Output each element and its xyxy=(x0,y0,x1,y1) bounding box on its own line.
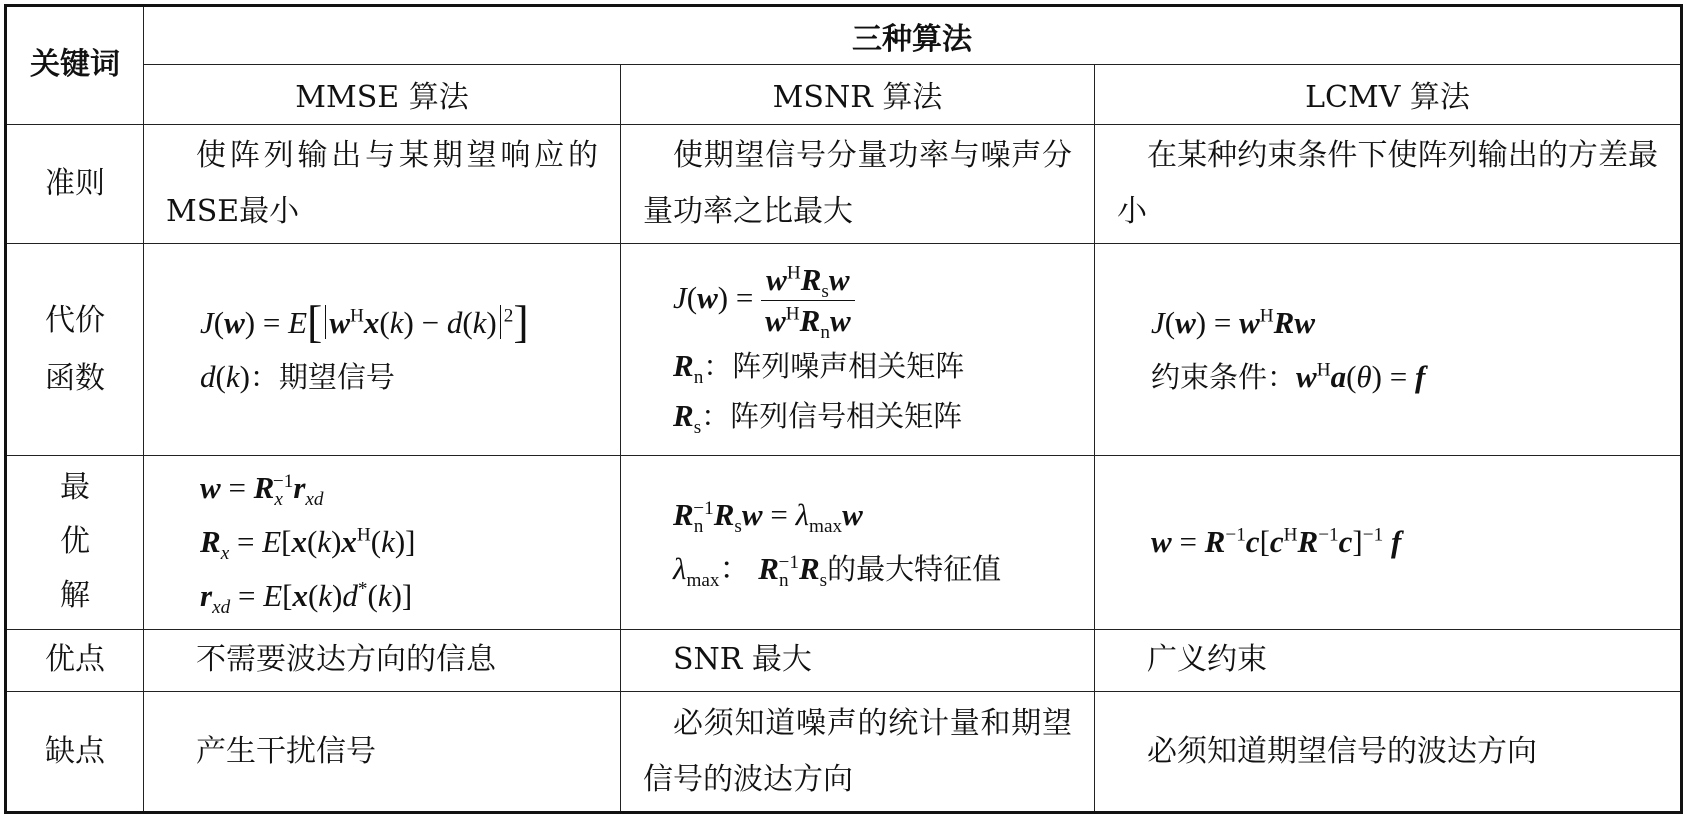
cost-lcmv-formula: $J(w) = w^HRw$ xyxy=(1151,304,1316,340)
row-label-criterion: 准则 xyxy=(6,124,144,244)
cost-mmse xyxy=(144,244,621,456)
cost-lcmv xyxy=(1095,244,1682,456)
row-label-cost: 代价 函数 xyxy=(6,244,144,456)
cost-mmse-formula: J(w) = E[ $w^Hx(k) - d(k)$ $^2$] xyxy=(200,296,529,348)
row-label-advantage: 优点 xyxy=(6,629,144,691)
optimal-lcmv xyxy=(1095,456,1682,630)
optimal-mmse xyxy=(144,456,621,630)
optimal-msnr-note: $\lambda_{max}$： $R_n^{-1}R_s$的最大特征值 xyxy=(673,551,1002,592)
group-header: 三种算法 xyxy=(144,6,1682,65)
optimal-mmse-w: $w = R_x^{-1}r_{xd}$ xyxy=(200,470,324,511)
column-header-mmse: MMSE 算法 xyxy=(144,65,621,124)
disadvantage-msnr: 必须知道噪声的统计量和期望信号的波达方向 xyxy=(621,692,1095,813)
advantage-mmse: 不需要波达方向的信息 xyxy=(144,629,621,691)
optimal-lcmv-eq: $w = R^{-1}c[c^HR^{-1}c]^{-1}$ f xyxy=(1151,524,1402,560)
optimal-msnr xyxy=(621,456,1095,630)
cost-msnr-formula: J(w) = $\frac{w^HR_sw}{w^HR_nw}$ xyxy=(621,258,1094,341)
row-label-disadvantage: 缺点 xyxy=(6,692,144,813)
column-header-lcmv: LCMV 算法 xyxy=(1095,65,1682,124)
optimal-mmse-rxd: $r_{xd} = E[x(k)d^*(k)]$ xyxy=(200,578,413,619)
column-header-msnr: MSNR 算法 xyxy=(621,65,1095,124)
optimal-msnr-eq: $R_n^{-1}R_sw = \lambda_{max}w$ xyxy=(673,497,863,538)
keyword-header: 关键词 xyxy=(6,6,144,125)
criterion-mmse: 使阵列输出与某期望响应的MSE最小 xyxy=(144,124,621,244)
cost-msnr xyxy=(621,244,1095,456)
advantage-msnr: SNR 最大 xyxy=(621,629,1095,691)
comparison-table xyxy=(4,4,1683,814)
advantage-lcmv: 广义约束 xyxy=(1095,629,1682,691)
row-label-optimal: 最 优 解 xyxy=(6,456,144,630)
criterion-lcmv: 在某种约束条件下使阵列输出的方差最小 xyxy=(1095,124,1682,244)
optimal-mmse-rx: $R_x = E[x(k)x^H(k)]$ xyxy=(200,524,416,565)
disadvantage-lcmv: 必须知道期望信号的波达方向 xyxy=(1095,692,1682,813)
cost-mmse-note: d(k)：期望信号 xyxy=(200,359,395,395)
cost-msnr-rs: $R_s$：阵列信号相关矩阵 xyxy=(673,398,963,439)
cost-lcmv-constraint: 约束条件：$w^Ha(\theta) = f$ xyxy=(1151,358,1426,394)
disadvantage-mmse: 产生干扰信号 xyxy=(144,692,621,813)
criterion-msnr: 使期望信号分量功率与噪声分量功率之比最大 xyxy=(621,124,1095,244)
cost-msnr-rn: $R_n$：阵列噪声相关矩阵 xyxy=(673,348,965,389)
